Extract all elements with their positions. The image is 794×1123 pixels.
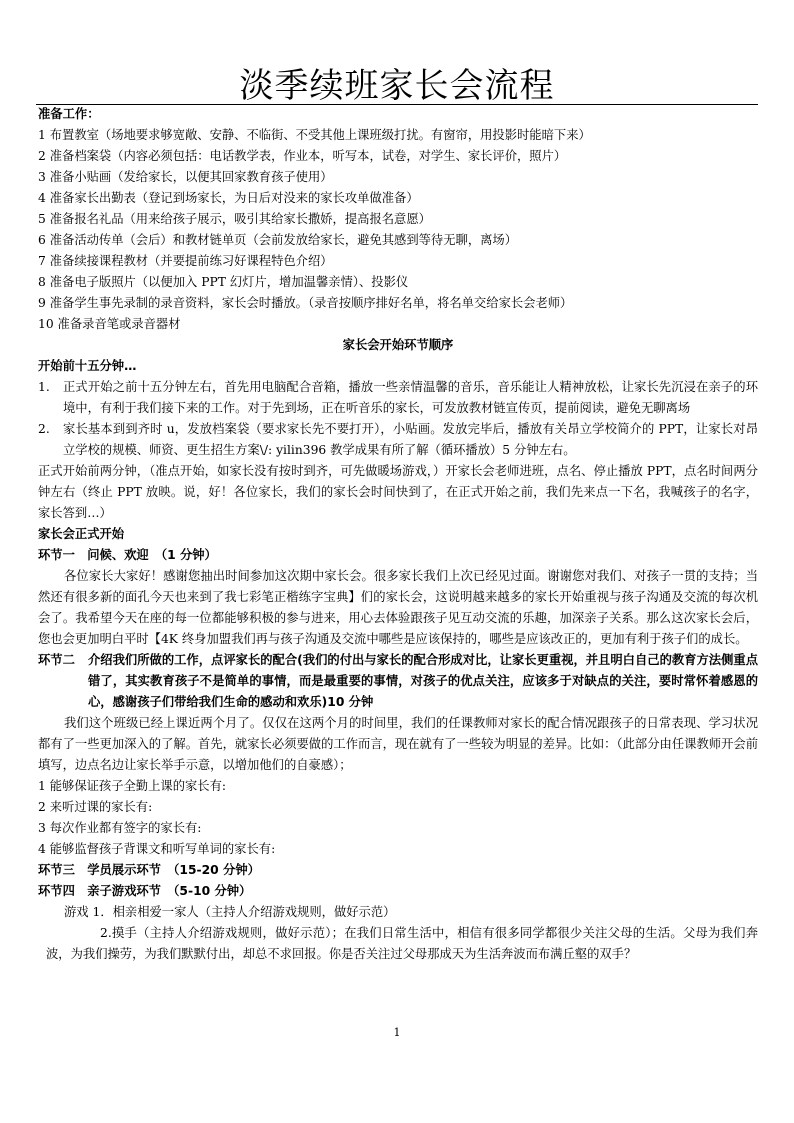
game-1-text: 游戏 1．相亲相爱一家人（主持人介绍游戏规则，做好示范） xyxy=(64,905,396,919)
before-heading: 开始前十五分钟… xyxy=(38,359,137,373)
prep-item: 8 准备电子版照片（以便加入 PPT 幻灯片，增加温馨亲情）、投影仪 xyxy=(38,275,409,289)
prep-item: 1 布置教室（场地要求够宽敞、安静、不临街、不受其他上课班级打扰。有窗帘，用投影时能暗下来） xyxy=(38,128,591,142)
section-4-heading: 环节四 亲子游戏环节 （5-10 分钟） xyxy=(38,884,252,898)
section-3-heading: 环节三 学员展示环节 （15-20 分钟） xyxy=(38,863,260,877)
before-item-number: 2. xyxy=(38,422,50,436)
game-2-text: 2.摸手（主持人介绍游戏规则，做好示范）；在我们日常生活中，相信有很多同学都很少关注父母的生活。父母为我们奔波，为我们操劳，为我们默默付出，却总不求回报。你是否关注过父母那成天为生活奔波而布满丘壑的双手？ xyxy=(46,926,758,961)
section-2-item: 4 能够监督孩子背课文和听写单词的家长有: xyxy=(38,842,276,856)
prep-item: 7 准备续接课程教材（并要提前练习好课程特色介绍） xyxy=(38,254,333,268)
prep-item: 6 准备活动传单（会后）和教材链单页（会前发放给家长，避免其感到等待无聊，离场） xyxy=(38,233,518,247)
prep-item: 2 准备档案袋（内容必须包括：电话教学表，作业本，听写本，试卷，对学生、家长评价，照片） xyxy=(38,149,567,163)
page-title: 淡季续班家长会流程 xyxy=(239,66,555,106)
before-paragraph: 正式开始前两分钟，（准点开始，如家长没有按时到齐，可先做暖场游戏，）开家长会老师进班，点名、停止播放 PPT，点名时间两分钟左右（终止 PPT 放映。说，好！各位家长，我们的家长会时间快到了，在正式开始之前，我们先来点一下名，我喊孩子的名字，家长答到…） xyxy=(38,464,758,520)
before-item-number: 1. xyxy=(38,380,50,394)
document-body xyxy=(38,104,758,965)
order-heading: 家长会开始环节顺序 xyxy=(342,338,454,352)
section-2-heading xyxy=(38,650,758,713)
page-number: 1 xyxy=(393,1026,401,1039)
section-2-item: 2 来听过课的家长有: xyxy=(38,800,153,814)
prep-heading: 准备工作： xyxy=(38,107,100,121)
before-item xyxy=(38,377,758,419)
section-1-text: 各位家长大家好！感谢您抽出时间参加这次期中家长会。很多家长我们上次已经见过面。谢谢您对我们、对孩子一贯的支持；当然还有很多新的面孔今天也来到了我七彩笔正楷练字宝典】们的家长会，这说明越来越多的家长开始重视与孩子沟通及交流的每次机会了。我希望今天在座的每一位都能够积极的参与进来，用心去体验跟孩子见互动交流的乐趣，加深亲子关系。那么这次家长会后，您也会更加明白平时【4K 终身加盟我们再与孩子沟通及交流中哪些是应该保持的，哪些是应该改正的，更加有利于孩子们的成长。 xyxy=(38,569,758,646)
before-item xyxy=(38,419,758,461)
section-2-label: 环节二 xyxy=(38,653,75,667)
prep-item: 9 准备学生事先录制的录音资料，家长会时播放。（录音按顺序排好名单，将名单交给家长会老师） xyxy=(38,296,573,310)
section-2-item: 3 每次作业都有签字的家长有: xyxy=(38,821,202,835)
before-item-text: 正式开始之前十五分钟左右，首先用电脑配合音箱，播放一些亲情温馨的音乐，音乐能让人精神放松，让家长先沉浸在亲子的环境中，有利于我们接下来的工作。对于先到场，正在听音乐的家长，可发放教材链宣传页，提前阅读，避免无聊离场 xyxy=(63,380,758,415)
section-2-item: 1 能够保证孩子全勤上课的家长有: xyxy=(38,779,227,793)
prep-item: 10 准备录音笔或录音器材 xyxy=(38,317,181,331)
before-item-text: 家长基本到到齐时 u，发放档案袋（要求家长先不要打开），小贴画。发放完毕后，播放有关昂立学校简介的 PPT，让家长对昂立学校的规模、师资、更生招生方案\/: yilin396 教学成果有所了解（循环播放）5 分钟左右。 xyxy=(63,422,758,457)
prep-item: 3 准备小贴画（发给家长，以便其回家教育孩子使用） xyxy=(38,170,333,184)
prep-item: 4 准备家长出勤表（登记到场家长，为日后对没来的家长攻单做准备） xyxy=(38,191,419,205)
prep-item: 5 准备报名礼品（用来给孩子展示，吸引其给家长撒娇，提高报名意愿） xyxy=(38,212,431,226)
section-1-heading: 环节一 问候、欢迎 （1 分钟） xyxy=(38,548,217,562)
section-2-text: 我们这个班级已经上课近两个月了。仅仅在这两个月的时间里，我们的任课教师对家长的配合情况跟孩子的日常表现、学习状况都有了一些更加深入的了解。首先，就家长必须要做的工作而言，现在就有了一些较为明显的差异。比如：（此部分由任课教师开会前填写，边点名边让家长举手示意，以增加他们的自豪感）； xyxy=(38,716,758,772)
section-2-title: 介绍我们所做的工作，点评家长的配合(我们的付出与家长的配合形成对比，让家长更重视，并且明白自己的教育方法侧重点错了，其实教育孩子不是简单的事情，而是最重要的事情，对孩子的优点关注，应该多于对缺点的关注，要时常怀着感恩的心，感谢孩子们带给我们生命的感动和欢乐)10 分钟 xyxy=(88,653,758,709)
formal-heading: 家长会正式开始 xyxy=(38,527,125,541)
